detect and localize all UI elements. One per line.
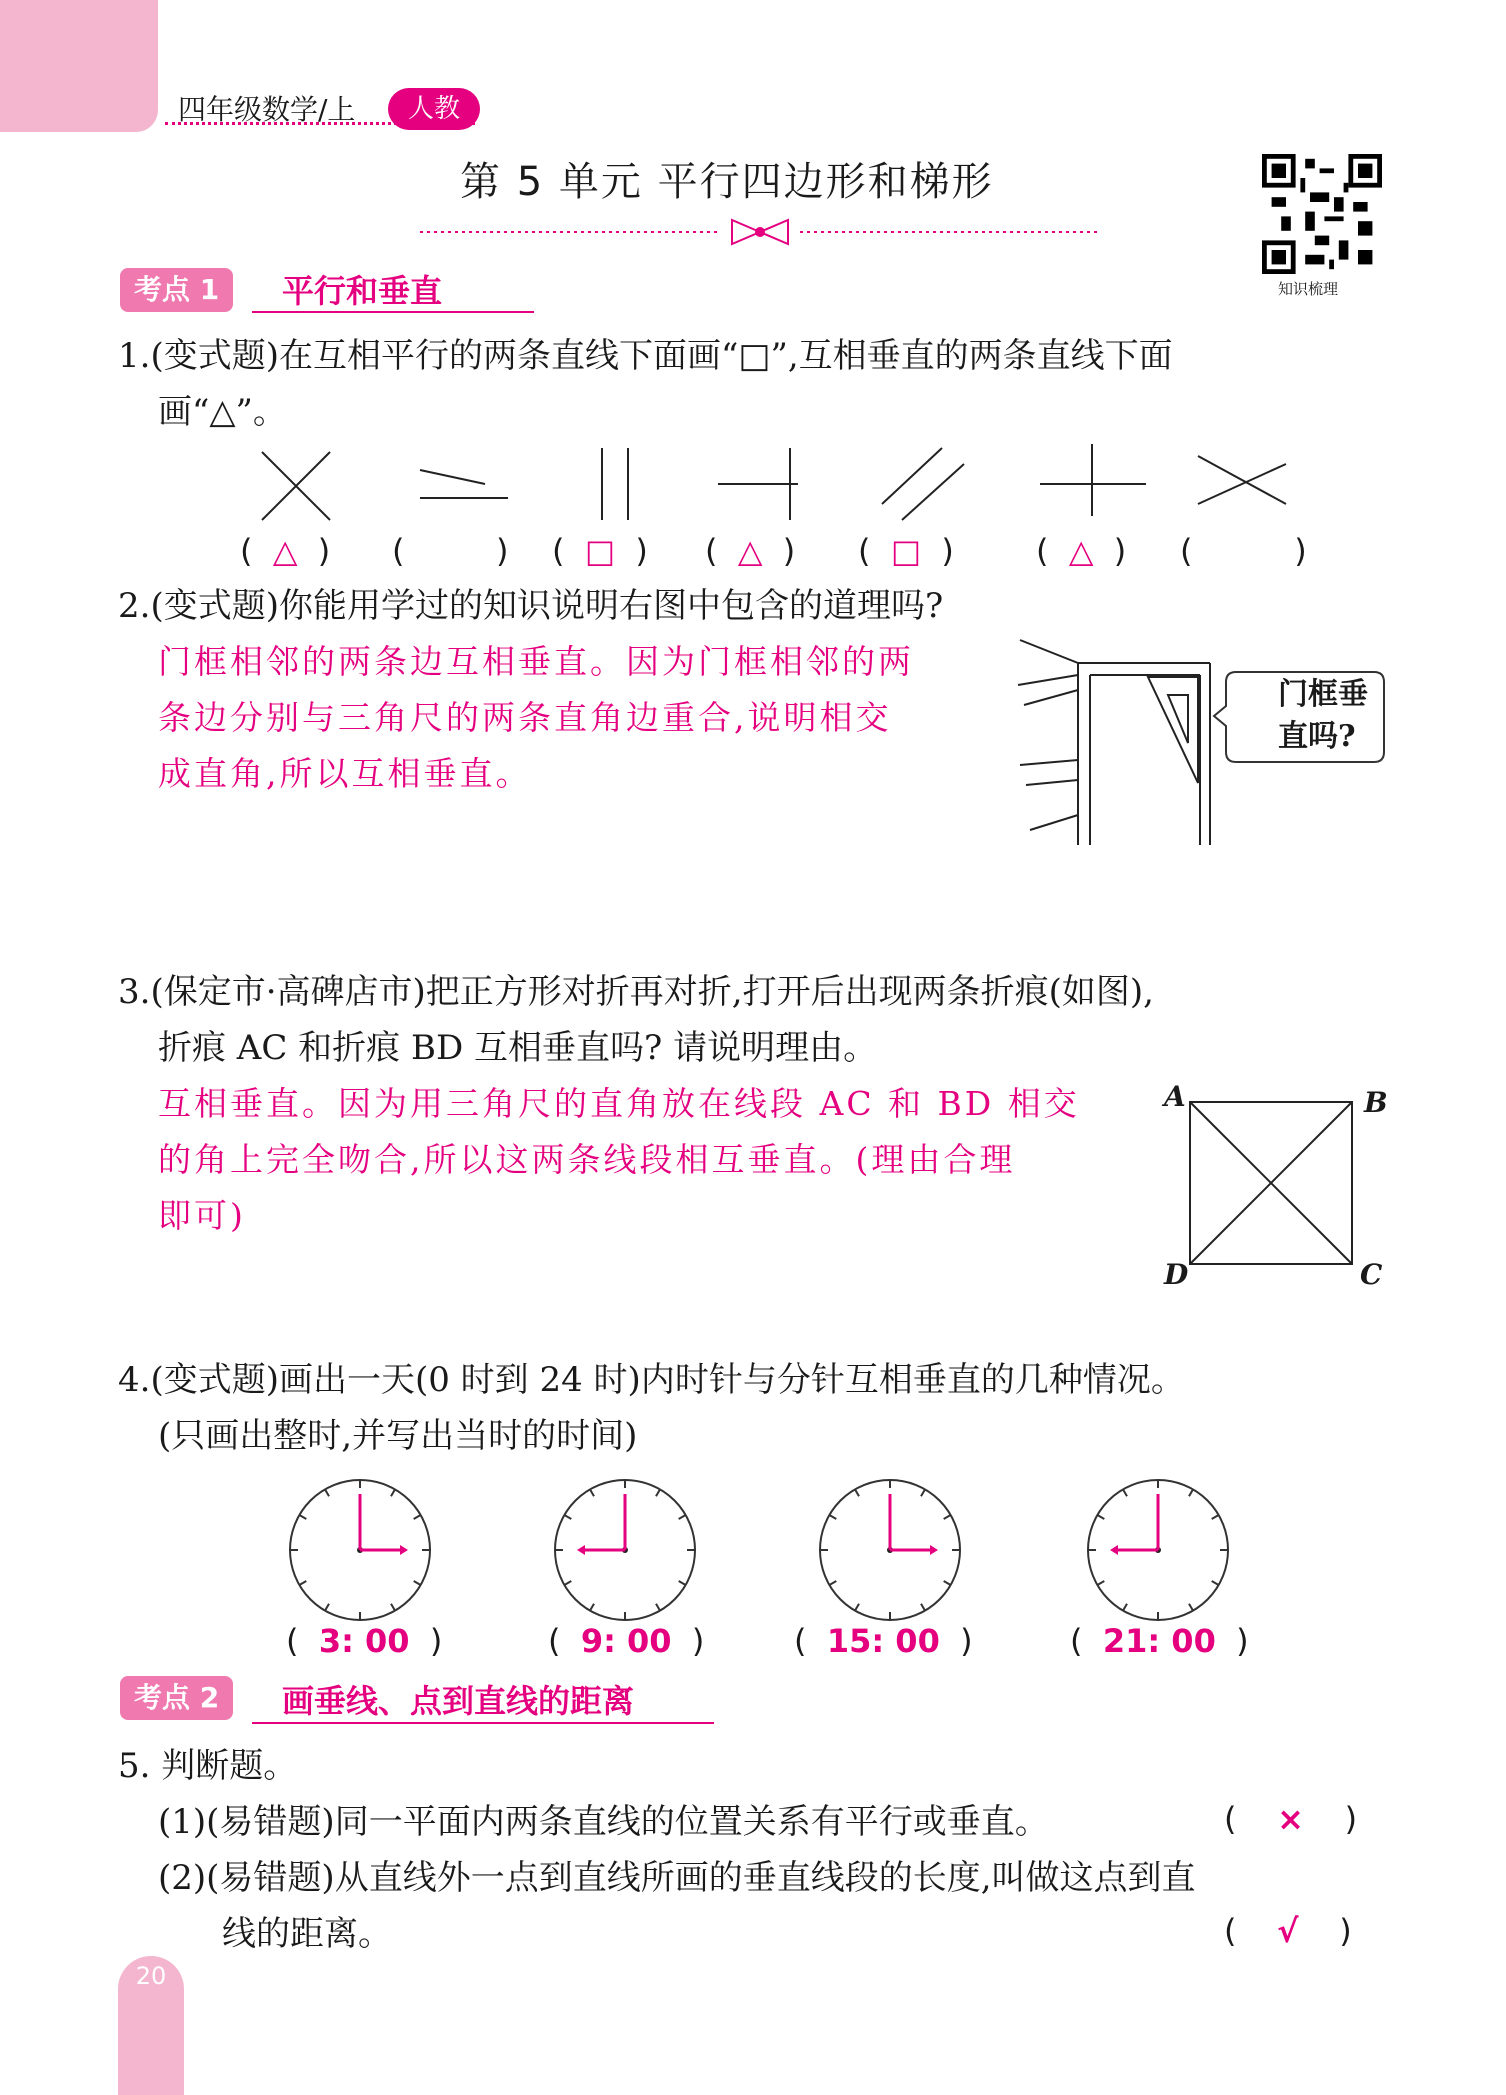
fig2-line-a — [420, 470, 485, 484]
door-frame-figure — [1010, 635, 1230, 850]
q5-title: 5. 判断题。 — [118, 1746, 298, 1786]
clock-1-time[interactable]: ( 3: 00 ) — [286, 1622, 443, 1660]
page-number: 20 — [135, 1962, 167, 1990]
clock-4-time[interactable]: ( 21: 00 ) — [1070, 1622, 1249, 1660]
section-badge-1: 考点 1 — [120, 268, 233, 312]
clock-2 — [555, 1480, 695, 1620]
clock-3-time[interactable]: ( 15: 00 ) — [794, 1622, 973, 1660]
q1-blank-1[interactable]: ( △ ) — [240, 532, 331, 570]
q5-item1-blank[interactable]: ( × ) — [1224, 1800, 1358, 1838]
q3-answer-line2: 的角上完全吻合,所以这两条线段相互垂直。(理由合理 — [158, 1140, 1016, 1179]
q4-line1: 4.(变式题)画出一天(0 时到 24 时)内时针与分针互相垂直的几种情况。 — [118, 1360, 1185, 1400]
title-ribbon-divider — [420, 218, 1100, 246]
header-divider — [165, 122, 475, 125]
fig7-line-b — [1198, 464, 1286, 504]
fig7-line-a — [1198, 456, 1286, 504]
q1-blank-6[interactable]: ( △ ) — [1036, 532, 1127, 570]
q2-answer-line2: 条边分别与三角尺的两条直角边重合,说明相交 — [158, 698, 892, 737]
section-badge-2: 考点 2 — [120, 1676, 233, 1720]
square-figure — [1180, 1092, 1360, 1272]
clock-faces — [280, 1470, 1240, 1630]
clock-4 — [1088, 1480, 1228, 1620]
label-c: C — [1360, 1258, 1383, 1291]
q5-item2-line2: 线的距离。 — [222, 1914, 392, 1954]
q5-item2-blank[interactable]: ( √ ) — [1224, 1912, 1352, 1950]
bubble-line-2: 直吗? — [1278, 719, 1356, 754]
qr-label: 知识梳理 — [1278, 280, 1339, 298]
q2-text: 2.(变式题)你能用学过的知识说明右图中包含的道理吗? — [118, 586, 944, 626]
q5-item1: (1)(易错题)同一平面内两条直线的位置关系有平行或垂直。 — [158, 1802, 1049, 1842]
q1-blank-3[interactable]: ( □ ) — [552, 532, 648, 570]
q1-line-figures — [250, 440, 1300, 530]
q1-line1: 1.(变式题)在互相平行的两条直线下面画“□”,互相垂直的两条直线下面 — [118, 336, 1173, 376]
edition-badge: 人教 — [388, 88, 480, 130]
clock-3 — [820, 1480, 960, 1620]
section-title-1: 平行和垂直 — [282, 272, 443, 310]
q3-answer-line3: 即可) — [158, 1196, 246, 1235]
q1-blank-7[interactable]: ( ) — [1180, 532, 1307, 570]
section-title-2: 画垂线、点到直线的距离 — [282, 1682, 635, 1720]
q1-blank-2[interactable]: ( ) — [392, 532, 509, 570]
q1-blank-5[interactable]: ( □ ) — [858, 532, 954, 570]
unit-title: 第 5 单元 平行四边形和梯形 — [460, 159, 994, 205]
q2-answer-line1: 门框相邻的两条边互相垂直。因为门框相邻的两 — [158, 642, 914, 681]
bubble-line-1: 门框垂 — [1278, 677, 1368, 712]
clock-2-time[interactable]: ( 9: 00 ) — [548, 1622, 705, 1660]
q3-line2: 折痕 AC 和折痕 BD 互相垂直吗? 请说明理由。 — [158, 1028, 878, 1068]
q3-answer-line1: 互相垂直。因为用三角尺的直角放在线段 AC 和 BD 相交 — [158, 1084, 1080, 1123]
bubble-text — [1278, 674, 1368, 758]
fig5-line-b — [902, 464, 964, 520]
section-rule-1 — [252, 311, 534, 313]
clock-1 — [290, 1480, 430, 1620]
q1-blank-4[interactable]: ( △ ) — [705, 532, 796, 570]
q5-item2-line1: (2)(易错题)从直线外一点到直线所画的垂直线段的长度,叫做这点到直 — [158, 1858, 1196, 1898]
q2-answer-line3: 成直角,所以互相垂直。 — [158, 754, 532, 793]
q1-line2: 画“△”。 — [158, 392, 287, 432]
book-title: 四年级数学/上 — [178, 93, 356, 126]
label-a: A — [1164, 1080, 1186, 1113]
qr-code[interactable] — [1262, 154, 1382, 274]
corner-tab — [0, 0, 158, 132]
label-b: B — [1364, 1086, 1388, 1119]
q3-line1: 3.(保定市·高碑店市)把正方形对折再对折,打开后出现两条折痕(如图), — [118, 972, 1154, 1012]
q4-line2: (只画出整时,并写出当时的时间) — [158, 1416, 638, 1456]
label-d: D — [1164, 1258, 1189, 1291]
fig5-line-a — [882, 448, 942, 504]
section-rule-2 — [252, 1722, 714, 1724]
